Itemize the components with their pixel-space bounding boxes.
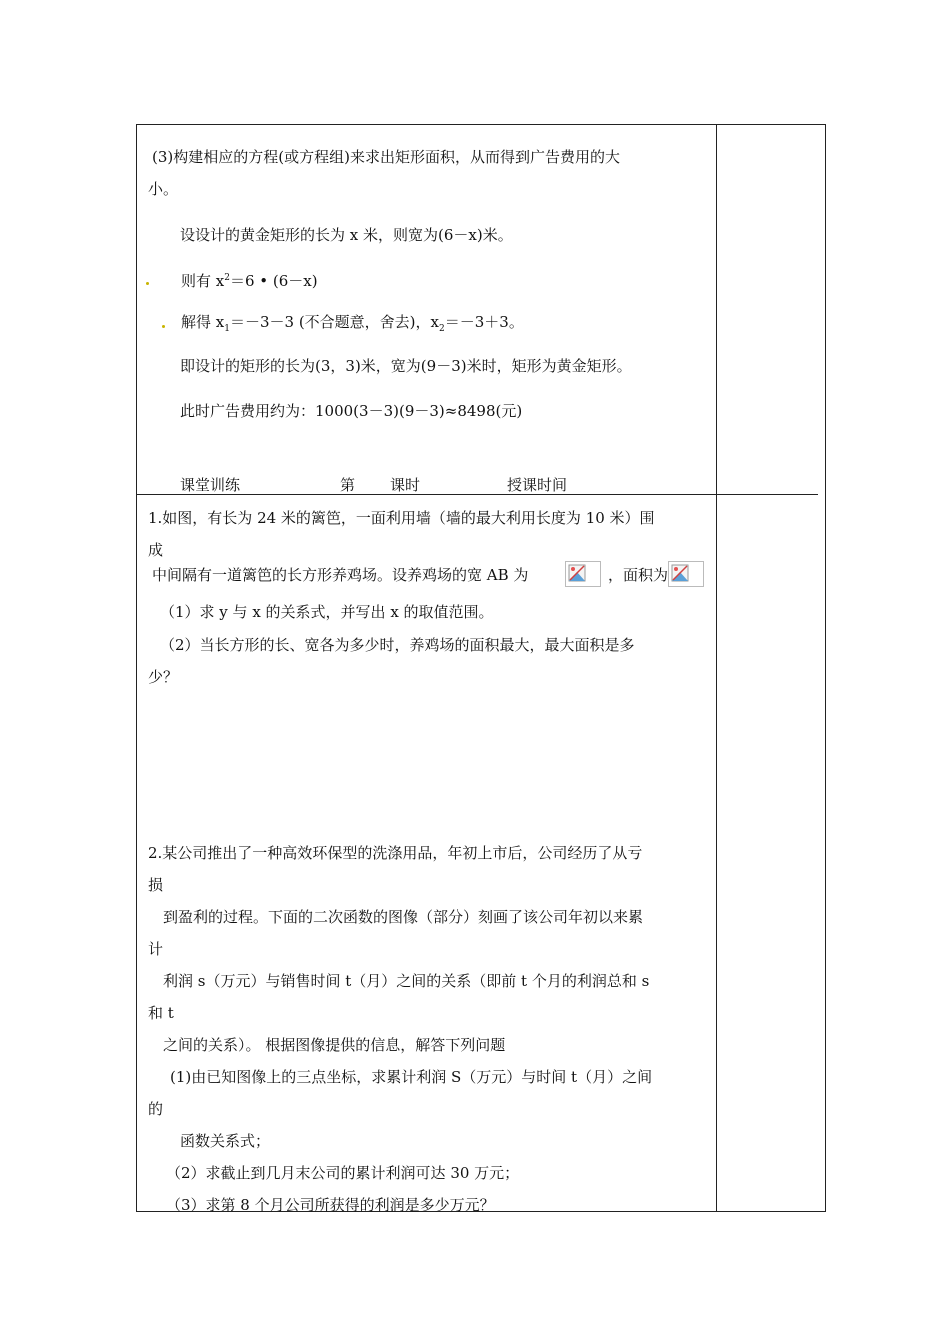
assumption-text: 设设计的黄金矩形的长为 x 米，则宽为(6－x)米。 [180,226,513,244]
broken-image-icon [668,561,704,587]
problem2-question2: （2）求截止到几月末公司的累计利润可达 30 万元； [166,1164,520,1182]
problem2-line7: 之间的关系）。 根据图像提供的信息，解答下列问题 [163,1036,506,1054]
lesson-period-label: 课时 [390,476,421,494]
problem2-line5: 利润 s（万元）与销售时间 t（月）之间的关系（即前 t 个月的利润总和 s [163,972,650,990]
problem2-line3: 到盈利的过程。下面的二次函数的图像（部分）刻画了该公司年初以来累 [163,908,644,926]
problem2-line1: 2.某公司推出了一种高效环保型的洗涤用品，年初上市后，公司经历了从亏 [148,844,643,862]
lesson-number-label: 第 [340,476,356,494]
lesson-time-label: 授课时间 [507,476,568,494]
problem1-line3: 中间隔有一道篱笆的长方形养鸡场。设养鸡场的宽 AB 为 [152,566,529,584]
table-column-divider [716,124,717,1212]
problem1-question1: （1）求 y 与 x 的关系式，并写出 x 的取值范围。 [160,603,494,621]
step3-line2: 小。 [148,180,179,198]
table-left-border [136,124,137,1212]
broken-image-icon [565,561,601,587]
cost-text: 此时广告费用约为：1000(3－3)(9－3)≈8498(元) [180,402,523,420]
problem1-line1: 1.如图，有长为 24 米的篱笆，一面利用墙（墙的最大利用长度为 10 米）围 [148,509,655,527]
problem1-question2-line1: （2）当长方形的长、宽各为多少时，养鸡场的面积最大，最大面积是多 [160,636,635,654]
table-right-border [825,124,826,1212]
problem2-line6: 和 t [148,1004,174,1022]
conclusion-text: 即设计的矩形的长为(3，3)米，宽为(9－3)米时，矩形为黄金矩形。 [180,357,632,375]
problem1-line2: 成 [148,541,164,559]
step3-line1: (3)构建相应的方程(或方程组)来求出矩形面积，从而得到广告费用的大 [152,148,620,166]
table-top-border [136,124,826,125]
problem1-question2-line2: 少？ [148,668,179,686]
problem2-question3: （3）求第 8 个月公司所获得的利润是多少万元？ [166,1196,495,1214]
class-training-label: 课堂训练 [180,476,241,494]
solution-line: 解得 $x_1=-3-3$ (不合题意，舍去)，$x_2=-3+3$。 [181,313,524,334]
problem1-area-label: ，面积为 [608,566,669,584]
equation-line: 则有 $x^2=6$ • (6－x) [181,272,318,290]
problem2-line4: 计 [148,940,164,958]
problem2-line2: 损 [148,876,164,894]
problem2-question1-line1: (1)由已知图像上的三点坐标，求累计利润 S（万元）与时间 t（月）之间 [170,1068,653,1086]
mark-dot [146,282,149,285]
problem2-question1-line3: 函数关系式； [180,1132,271,1150]
mark-dot [162,325,165,328]
problem2-question1-line2: 的 [148,1100,164,1118]
